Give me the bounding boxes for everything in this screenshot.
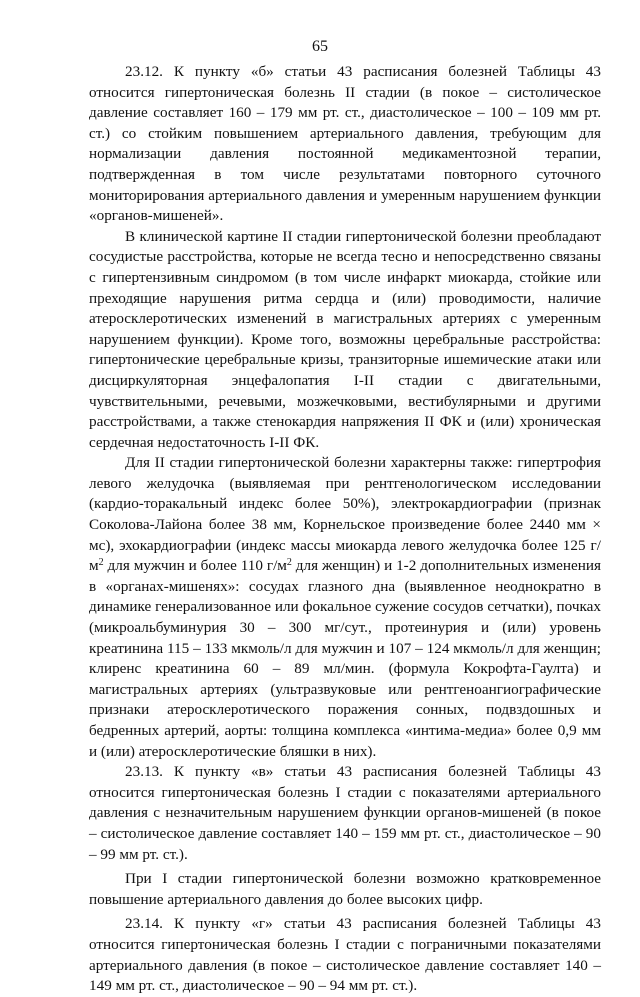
paragraph-text-part: Для II стадии гипертонической болезни характерны также: гипертрофия левого желудочка (выявляемая при рентгенологическом исследовании (кардио-торакальный индекс более 50%), электрокардиографии (признак Соколова-Лайона более 38 мм, Корнельское произведение более 2440 мм × мс), эхокардиографии (индекс массы миокарда левого желудочка более 125 г/м: [89, 454, 601, 575]
paragraph-23-12: 23.12. К пункту «б» статьи 43 расписания болезней Таблицы 43 относится гипертоническая болезнь II стадии (в покое – систолическое давление составляет 160 – 179 мм рт. ст., диастолическое – 100 – 109 мм рт. ст.) со стойким повышением артериального давления, требующим для нормализации давления постоянной медикаментозной терапии, подтвержденная в том числе результатами повторного суточного мониторирования артериального давления и умеренным нарушением функции «органов-мишеней».: [89, 63, 601, 225]
paragraph-23-13: 23.13. К пункту «в» статьи 43 расписания болезней Таблицы 43 относится гипертоническая болезнь I стадии с показателями артериального давления с незначительным нарушением функции органов-мишеней (в покое – систолическое давление составляет 140 – 159 мм рт. ст., диастолическое – 90 – 99 мм рт. ст.).: [89, 763, 601, 863]
page-number: 65: [312, 38, 328, 55]
paragraph-text-part: для мужчин и более 110 г/м: [103, 557, 287, 575]
paragraph-stage-1-note: При I стадии гипертонической болезни возможно кратковременное повышение артериального давления до более высоких цифр.: [89, 870, 601, 908]
superscript: 2: [98, 557, 104, 569]
paragraph-stage-2-characteristics: [89, 453, 601, 762]
paragraph-text-part: для женщин) и 1-2 дополнительных изменения в «органах-мишенях»: сосудах глазного дна (выявленное неоднократно в динамике генерализованное или фокальное сужение сосудов сетчатки), почках (микроальбуминурия 30 – 300 мг/сут., протеинурия и (или) уровень креатинина 115 – 133 мкмоль/л для мужчин и 107 – 124 мкмоль/л для женщин; клиренс креатинина 60 – 89 мл/мин. (формула Кокрофта-Гаулта) и магистральных артериях (ультразвуковые или рентгеноангиографические признаки атеросклеротического поражения сонных, подвздошных и бедренных артерий, аорты: толщина комплекса «интима-медиа» более 0,9 мм и (или) атеросклеротические бляшки в них).: [89, 557, 601, 760]
document-body: [89, 62, 601, 997]
paragraph-23-14: 23.14. К пункту «г» статьи 43 расписания болезней Таблицы 43 относится гипертоническая болезнь I стадии с пограничными показателями артериального давления (в покое – систолическое давление составляет 140 – 149 мм рт. ст., диастолическое – 90 – 94 мм рт. ст.).: [89, 915, 601, 995]
superscript: 2: [286, 557, 292, 569]
paragraph-stage-2-clinical-picture: В клинической картине II стадии гипертонической болезни преобладают сосудистые расстройства, которые не всегда тесно и непосредственно связаны с гипертензивным синдромом (в том числе инфаркт миокарда, стойкие или преходящие нарушения ритма сердца и (или) проводимости, наличие атеросклеротических изменений в магистральных артериях с умеренным нарушением функции). Кроме того, возможны церебральные расстройства: гипертонические церебральные кризы, транзиторные ишемические атаки или дисциркуляторная энцефалопатия I-II стадии с двигательными, чувствительными, речевыми, мозжечковыми, вестибулярными и другими расстройствами, а также стенокардия напряжения II ФК и (или) хроническая сердечная недостаточность I-II ФК.: [89, 227, 601, 451]
